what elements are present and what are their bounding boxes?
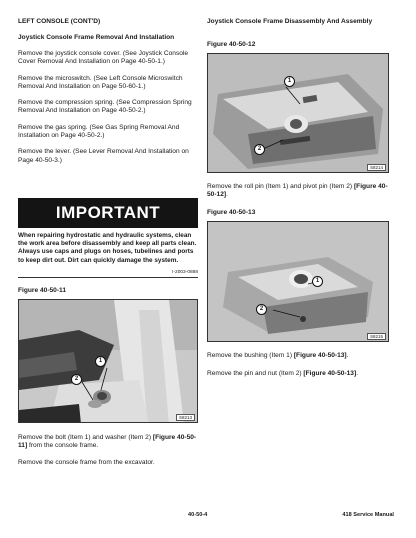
section-title: LEFT CONSOLE (CONT'D) <box>18 18 101 25</box>
figure-12-photo <box>207 53 389 173</box>
figure-12-callout-1: 1 <box>284 76 295 87</box>
step-remove-frame: Remove the console frame from the excavator. <box>18 459 155 466</box>
figure-11-ref: [Figure 40-50-11] <box>18 434 197 450</box>
manual-title: 418 Service Manual <box>342 512 394 518</box>
figure-11-code: S8213 <box>176 414 195 421</box>
figure-11-callout-2: 2 <box>71 374 82 385</box>
figure-13-code: S8215 <box>367 333 386 340</box>
left-column <box>18 18 198 165</box>
figure-13-ref-nut: [Figure 40-50-13] <box>303 370 357 377</box>
important-divider <box>18 277 198 278</box>
figure-12-ref: [Figure 40-50-12] <box>207 183 388 199</box>
step-remove-microswitch: Remove the microswitch. (See Left Console Microswitch Removal And Installation on Page 50-60-1.) <box>18 74 183 90</box>
figure-11-label: Figure 40-50-11 <box>18 287 67 294</box>
figure-13-callout-2: 2 <box>256 304 267 315</box>
right-section-title: Joystick Console Frame Disassembly And Assembly <box>207 18 373 25</box>
figure-12-label: Figure 40-50-12 <box>207 41 256 48</box>
step-remove-pin-nut: Remove the pin and nut (Item 2) [Figure 40-50-13]. <box>207 370 359 377</box>
important-notice-code: I-2003-0888 <box>172 270 198 275</box>
step-remove-compression-spring: Remove the compression spring. (See Compression Spring Removal And Installation on Page 40-50-2.) <box>18 99 192 115</box>
important-notice-text: When repairing hydrostatic and hydraulic systems, clean the work area before disassembly and keep all parts clean. Always use caps and plugs on hoses, tubelines and ports to keep dirt out. Dirt can quickly damage the system. <box>18 232 197 264</box>
step-remove-bushing: Remove the bushing (Item 1) [Figure 40-50-13]. <box>207 352 349 359</box>
figure-13-photo <box>207 221 389 342</box>
figure-12-code: S8214 <box>367 164 386 171</box>
step-remove-lever: Remove the lever. (See Lever Removal And Installation on Page 40-50-3.) <box>18 148 189 164</box>
figure-12-callout-2: 2 <box>254 144 265 155</box>
step-remove-pins: Remove the roll pin (Item 1) and pivot pin (Item 2) [Figure 40-50-12]. <box>207 183 388 199</box>
important-banner: IMPORTANT <box>18 198 198 228</box>
procedure-title: Joystick Console Frame Removal And Installation <box>18 34 175 41</box>
step-remove-bolt: Remove the bolt (Item 1) and washer (Item 2) [Figure 40-50-11] from the console frame. <box>18 434 197 450</box>
step-remove-cover: Remove the joystick console cover. (See Joystick Console Cover Removal And Installation on Page 40-50-1.) <box>18 50 189 66</box>
figure-13-callout-1: 1 <box>312 276 323 287</box>
figure-13-label: Figure 40-50-13 <box>207 209 256 216</box>
step-remove-gas-spring: Remove the gas spring. (See Gas Spring Removal And Installation on Page 40-50-2.) <box>18 123 180 140</box>
page-number: 40-50-4 <box>188 512 208 518</box>
figure-11-photo <box>18 299 198 423</box>
figure-11-callout-1: 1 <box>95 356 106 367</box>
figure-13-ref-bushing: [Figure 40-50-13] <box>293 352 347 359</box>
